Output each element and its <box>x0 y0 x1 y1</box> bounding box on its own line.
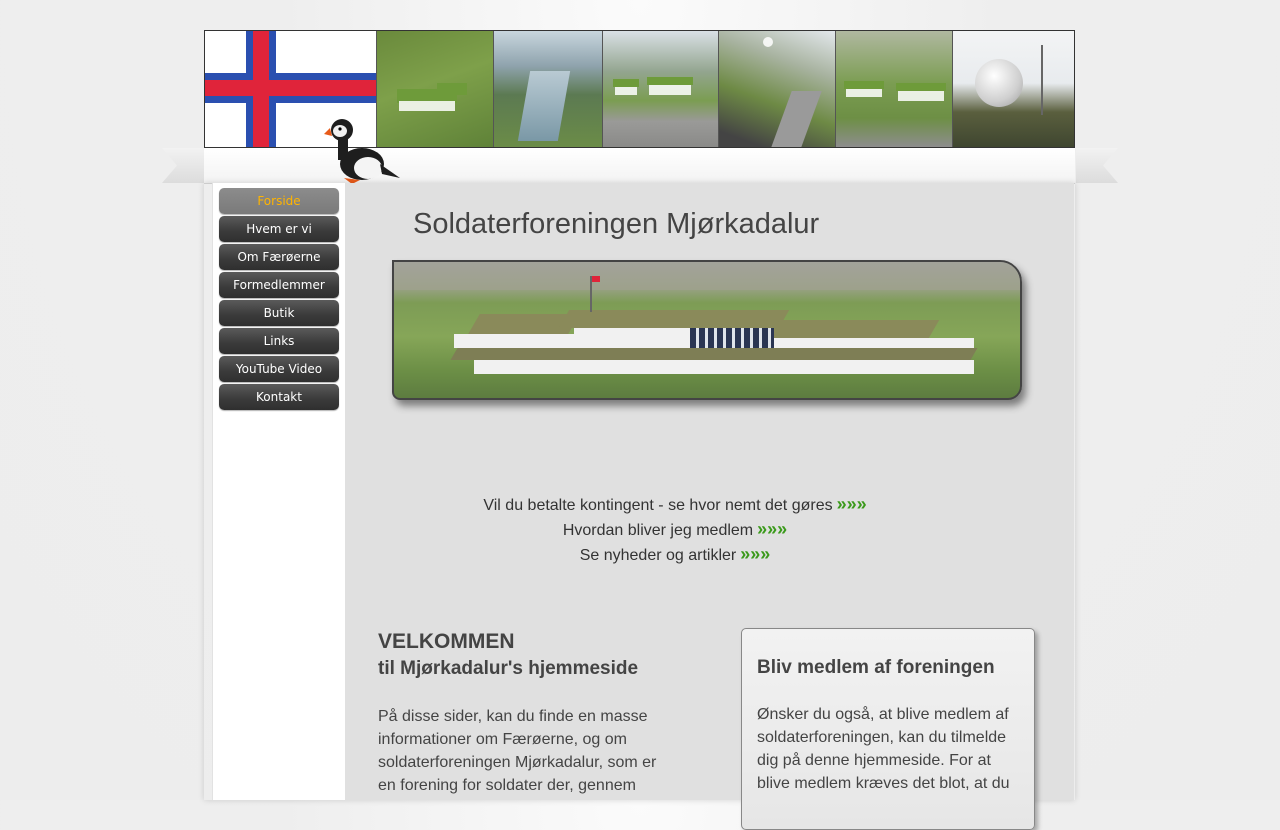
page-title: Soldaterforeningen Mjørkadalur <box>413 208 820 240</box>
link-bliv-medlem[interactable] <box>345 519 1005 540</box>
nav-item-youtube-video[interactable]: YouTube Video <box>219 356 339 382</box>
nav-item-links[interactable]: Links <box>219 328 339 354</box>
nav-item-formedlemmer[interactable]: Formedlemmer <box>219 272 339 298</box>
puffin-icon <box>322 114 402 186</box>
member-box-heading: Bliv medlem af foreningen <box>757 657 995 678</box>
header-photo-houses <box>603 31 720 147</box>
header-photo-fjord <box>494 31 603 147</box>
link-bliv-medlem-arrow[interactable]: »»» <box>757 519 788 539</box>
ribbon-right <box>1076 148 1118 183</box>
link-kontingent[interactable] <box>345 494 1005 515</box>
link-nyheder[interactable] <box>345 544 1005 565</box>
nav-item-kontakt[interactable]: Kontakt <box>219 384 339 410</box>
nav-item-butik[interactable]: Butik <box>219 300 339 326</box>
member-box-text: Ønsker du også, at blive medlem af soldaterforeningen, kan du tilmelde dig på denne hjemmeside. For at blive medlem kræves det blot, at du <box>757 706 1010 792</box>
nav-item-hvem-er-vi[interactable]: Hvem er vi <box>219 216 339 242</box>
nav-item-om-faeroerne[interactable]: Om Færøerne <box>219 244 339 270</box>
header-photo-road <box>719 31 836 147</box>
header-photo-base <box>836 31 953 147</box>
link-kontingent-text[interactable]: Vil du betalte kontingent - se hvor nemt det gøres <box>483 497 833 514</box>
welcome-heading: VELKOMMEN <box>378 630 515 653</box>
main-nav <box>219 188 339 412</box>
link-nyheder-text[interactable]: Se nyheder og artikler <box>579 547 737 564</box>
welcome-subheading: til Mjørkadalur's hjemmeside <box>378 658 639 679</box>
nav-item-forside[interactable]: Forside <box>219 188 339 214</box>
link-kontingent-arrow[interactable]: »»» <box>836 494 867 514</box>
link-bliv-medlem-text[interactable]: Hvordan bliver jeg medlem <box>562 522 754 539</box>
banner-image <box>392 260 1032 406</box>
ribbon-left <box>162 148 204 183</box>
welcome-text: På disse sider, kan du finde en masse informationer om Færøerne, og om soldaterforeningen Mjørkadalur, som er en forening for soldater der, gennem <box>378 708 657 794</box>
header-photo-radar-dome <box>953 31 1074 147</box>
link-nyheder-arrow[interactable]: »»» <box>740 544 771 564</box>
